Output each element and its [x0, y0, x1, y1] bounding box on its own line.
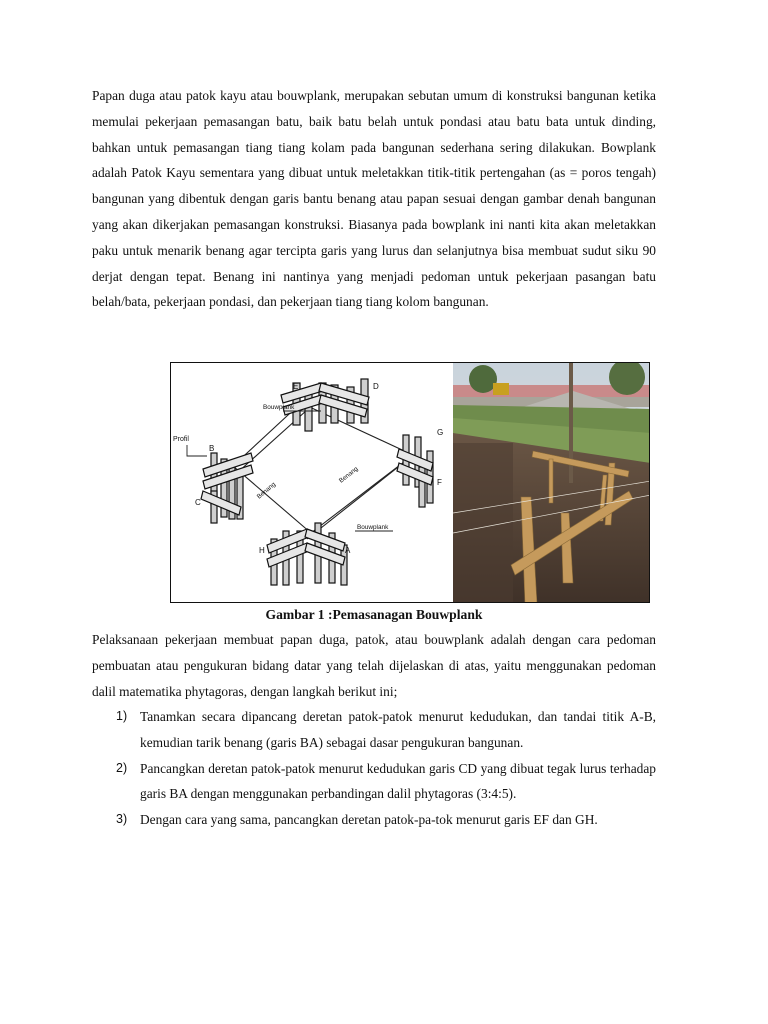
figure-caption	[0, 606, 768, 624]
list-item	[92, 704, 656, 756]
procedure-paragraph: Pelaksanaan pekerjaan membuat papan duga, patok, atau bouwplank adalah dengan cara pedoman pembuatan atau pengukuran bidang datar yang telah dijelaskan di atas, yaitu menggunakan pedoman dalil matematika phytagoras, dengan langkah berikut ini;	[92, 632, 656, 699]
label-bouwplank-bottom: Bouwplank	[357, 524, 389, 531]
list-item-number: 2)	[116, 760, 128, 775]
label-e: E	[293, 382, 299, 391]
figure-caption-text: Gambar 1 :Pemasanagan Bouwplank	[265, 607, 483, 622]
label-d: D	[373, 382, 379, 391]
figure-bouwplank	[170, 362, 650, 603]
label-a: A	[345, 546, 351, 555]
label-benang-left: Benang	[255, 480, 278, 501]
site-photo	[453, 363, 650, 603]
label-f: F	[437, 478, 442, 487]
list-item-text: Pancangkan deretan patok-patok menurut kedudukan garis CD yang dibuat tegak lurus terhadap garis BA dengan menggunakan perbandingan dalil phytagoras (3:4:5).	[140, 760, 656, 802]
list-item-text: Dengan cara yang sama, pancangkan deretan patok-pa-tok menurut garis EF dan GH.	[140, 812, 598, 828]
list-item	[92, 756, 656, 808]
label-h: H	[259, 546, 265, 555]
label-profil: Profil	[173, 436, 189, 443]
label-bouwplank-top: Bouwplank	[263, 404, 295, 411]
label-benang-right: Benang	[337, 465, 360, 485]
intro-paragraph: Papan duga atau patok kayu atau bouwplank, merupakan sebutan umum di konstruksi bangunan ketika memulai pekerjaan pemasangan batu, baik batu belah untuk pondasi atau batu bata untuk dinding, bahkan untuk pemasangan tiang tiang kolam pada bangunan sederhana sering dilakukan. Bowplank adalah Patok Kayu sementara yang dibuat untuk meletakkan titik-titik pertengahan (as = poros tengah) bangunan yang dibentuk dengan garis bantu benang atau papan sesuai dengan gambar denah bangunan yang akan dikerjakan pemasangan konstruksi. Biasanya pada bowplank ini nanti kita akan meletakkan paku untuk menarik benang agar tercipta garis yang lurus dan selanjutnya bisa membuat sudut siku 90 derjat dengan tepat. Benang ini nantinya yang menjadi pedoman untuk pekerjaan pasangan batu belah/bata, pekerjaan pondasi, dan pekerjaan tiang tiang kolom bangunan.	[92, 88, 656, 310]
label-b: B	[209, 444, 215, 453]
list-item-text: Tanamkan secara dipancang deretan patok-patok menurut kedudukan, dan tandai titik A-B, kemudian tarik benang (garis BA) sebagai dasar pengukuran bangunan.	[140, 709, 656, 750]
list-item-number: 3)	[116, 812, 128, 827]
list-item-number: 1)	[116, 709, 128, 723]
list-item	[92, 807, 656, 833]
label-c: C	[195, 498, 201, 507]
steps-list	[92, 704, 656, 833]
label-g: G	[437, 428, 444, 437]
bouwplank-diagram	[171, 363, 453, 603]
